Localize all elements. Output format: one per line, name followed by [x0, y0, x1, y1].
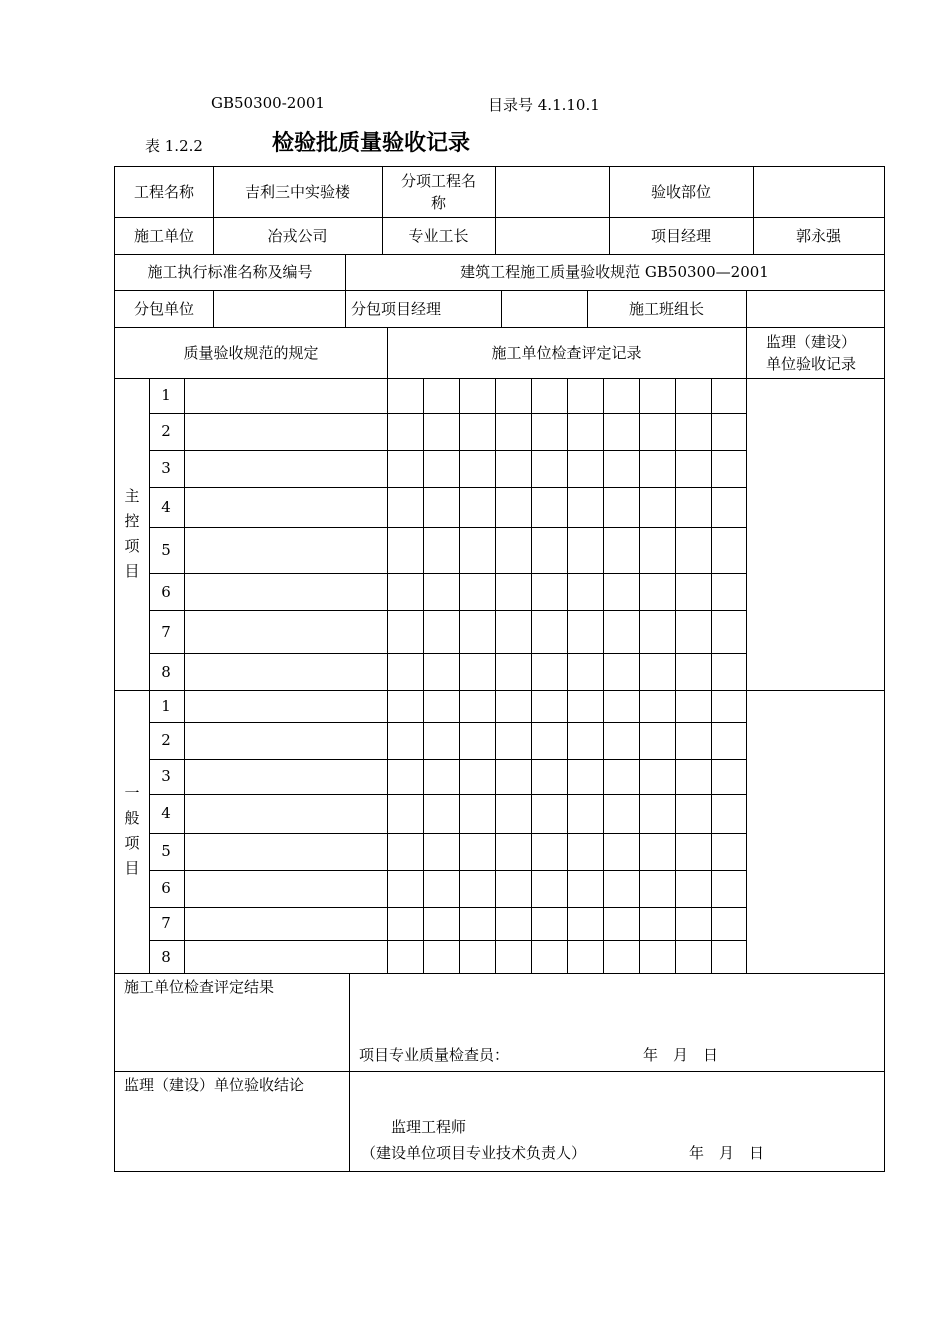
general-item-number: 6 [161, 879, 171, 897]
supervision-header: 监理（建设） 单位验收记录 [766, 332, 857, 373]
general-item-number: 2 [161, 731, 171, 749]
main-item-number: 8 [161, 663, 171, 681]
main-item-number: 3 [161, 459, 171, 477]
conclusion-date: 年 月 日 [689, 1144, 765, 1162]
general-item-number: 4 [161, 804, 171, 822]
standard-code: GB50300-2001 [211, 94, 325, 112]
general-item-number: 8 [161, 948, 171, 966]
tech-lead-label: （建设单位项目专业技术负责人） [361, 1144, 587, 1162]
supervision-engineer-label: 监理工程师 [391, 1118, 467, 1136]
main-items-label: 主 控 项 目 [124, 487, 140, 580]
project-name-label: 工程名称 [133, 183, 194, 201]
project-manager-label: 项目经理 [650, 226, 711, 245]
acceptance-part-value[interactable] [753, 167, 884, 217]
subcontract-unit-label: 分包单位 [133, 299, 194, 318]
spec-header: 质量验收规范的规定 [183, 343, 319, 362]
general-items-label: 一 般 项 目 [124, 784, 140, 877]
main-item-number: 1 [161, 386, 171, 404]
inspection-table [114, 166, 885, 1172]
main-item-number: 7 [161, 623, 171, 641]
main-item-number: 5 [161, 541, 171, 559]
subcontract-unit-value[interactable] [213, 290, 345, 327]
result-label: 施工单位检查评定结果 [124, 978, 275, 996]
construction-unit-label: 施工单位 [133, 226, 194, 245]
construction-unit-value: 冶戎公司 [267, 226, 328, 245]
project-name-value: 吉利三中实验楼 [244, 183, 350, 201]
general-item-number: 1 [161, 697, 171, 715]
foreman-label: 专业工长 [408, 226, 469, 245]
standard-label: 施工执行标准名称及编号 [147, 263, 313, 281]
team-leader-label: 施工班组长 [628, 299, 704, 318]
page-title: 检验批质量验收记录 [272, 131, 471, 156]
subcontract-pm-label: 分包项目经理 [351, 299, 442, 318]
main-item-number: 4 [161, 498, 171, 516]
subcontract-pm-value[interactable] [501, 290, 587, 327]
table-number: 表 1.2.2 [145, 137, 203, 155]
acceptance-part-label: 验收部位 [650, 183, 711, 201]
team-leader-value[interactable] [746, 290, 884, 327]
conclusion-label: 监理（建设）单位验收结论 [124, 1076, 305, 1094]
result-date: 年 月 日 [643, 1046, 719, 1064]
quality-inspector-label: 项目专业质量检查员： [359, 1046, 510, 1064]
catalog-number: 目录号 4.1.10.1 [488, 96, 600, 114]
standard-value: 建筑工程施工质量验收规范 GB50300—2001 [460, 263, 769, 281]
foreman-value[interactable] [495, 217, 609, 254]
general-item-number: 5 [161, 842, 171, 860]
sub-project-label: 分项工程名 称 [400, 172, 476, 212]
general-item-number: 3 [161, 767, 171, 785]
main-item-number: 6 [161, 583, 171, 601]
project-manager-value: 郭永强 [795, 226, 841, 245]
main-item-number: 2 [161, 422, 171, 440]
check-header: 施工单位检查评定记录 [491, 343, 642, 362]
general-item-number: 7 [161, 914, 171, 932]
sub-project-value[interactable] [495, 167, 609, 217]
